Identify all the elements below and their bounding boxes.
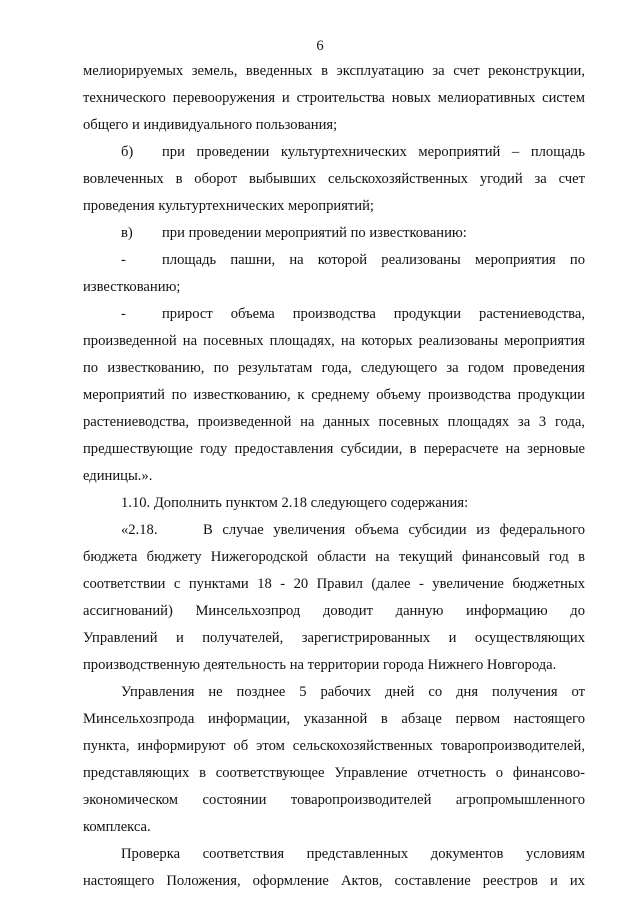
text-line: комплекса. — [83, 819, 151, 835]
text-line: ассигнований) Минсельхозпрод доводит данную информацию до — [83, 603, 585, 619]
text-line: при проведении культуртехнических мероприятий – площадь — [162, 144, 585, 160]
text-line: площадь пашни, на которой реализованы мероприятия по — [162, 252, 585, 268]
text-line: предшествующие году предоставления субсидии, в перерасчете на зерновые — [83, 441, 585, 457]
text-line: прирост объема производства продукции растениеводства, — [162, 306, 585, 322]
text-line: технического перевооружения и строительства новых мелиоративных систем — [83, 90, 585, 106]
text-line: Управления не позднее 5 рабочих дней со дня получения от — [121, 684, 585, 700]
text-line: при проведении мероприятий по известкованию: — [162, 225, 467, 241]
text-line: экономическом состоянии товаропроизводителей агропромышленного — [83, 792, 585, 808]
list-dash: - — [121, 306, 126, 322]
text-line: известкованию; — [83, 279, 181, 295]
text-line: В случае увеличения объема субсидии из федерального — [203, 522, 585, 538]
text-line: производственную деятельность на территории города Нижнего Новгорода. — [83, 657, 557, 673]
text-line: вовлеченных в оборот выбывших сельскохозяйственных угодий за счет — [83, 171, 585, 187]
list-label-b: б) — [121, 144, 134, 160]
text-line: представляющих в соответствующее Управление отчетность о финансово- — [83, 765, 585, 781]
text-line: Минсельхозпрода информации, указанной в абзаце первом настоящего — [83, 711, 585, 727]
clause-number: «2.18. — [121, 522, 158, 538]
text-line: мелиорируемых земель, введенных в эксплуатацию за счет реконструкции, — [83, 63, 585, 79]
text-line: настоящего Положения, оформление Актов, составление реестров и их — [83, 873, 585, 889]
text-line: Проверка соответствия представленных документов условиям — [121, 846, 585, 862]
text-line: Управлений и получателей, зарегистрированных и осуществляющих — [83, 630, 585, 646]
text-line: 1.10. Дополнить пунктом 2.18 следующего содержания: — [121, 495, 469, 511]
text-line: проведения культуртехнических мероприятий; — [83, 198, 374, 214]
text-line: единицы.». — [83, 468, 153, 484]
text-line: соответствии с пунктами 18 - 20 Правил (далее - увеличение бюджетных — [83, 576, 585, 592]
list-dash: - — [121, 252, 126, 268]
text-line: произведенной на посевных площадях, на которых реализованы мероприятия — [83, 333, 585, 349]
list-label-v: в) — [121, 225, 133, 241]
text-line: общего и индивидуального пользования; — [83, 117, 338, 133]
text-line: пункта, информируют об этом сельскохозяйственных товаропроизводителей, — [83, 738, 585, 754]
text-line: мероприятий по известкованию, к среднему объему производства продукции — [83, 387, 585, 403]
text-line: растениеводства, произведенной на данных посевных площадях за 3 года, — [83, 414, 585, 430]
text-line: по известкованию, по результатам года, следующего за годом проведения — [83, 360, 585, 376]
page-number: 6 — [316, 38, 324, 54]
text-line: бюджета бюджету Нижегородской области на текущий финансовый год в — [83, 549, 585, 565]
